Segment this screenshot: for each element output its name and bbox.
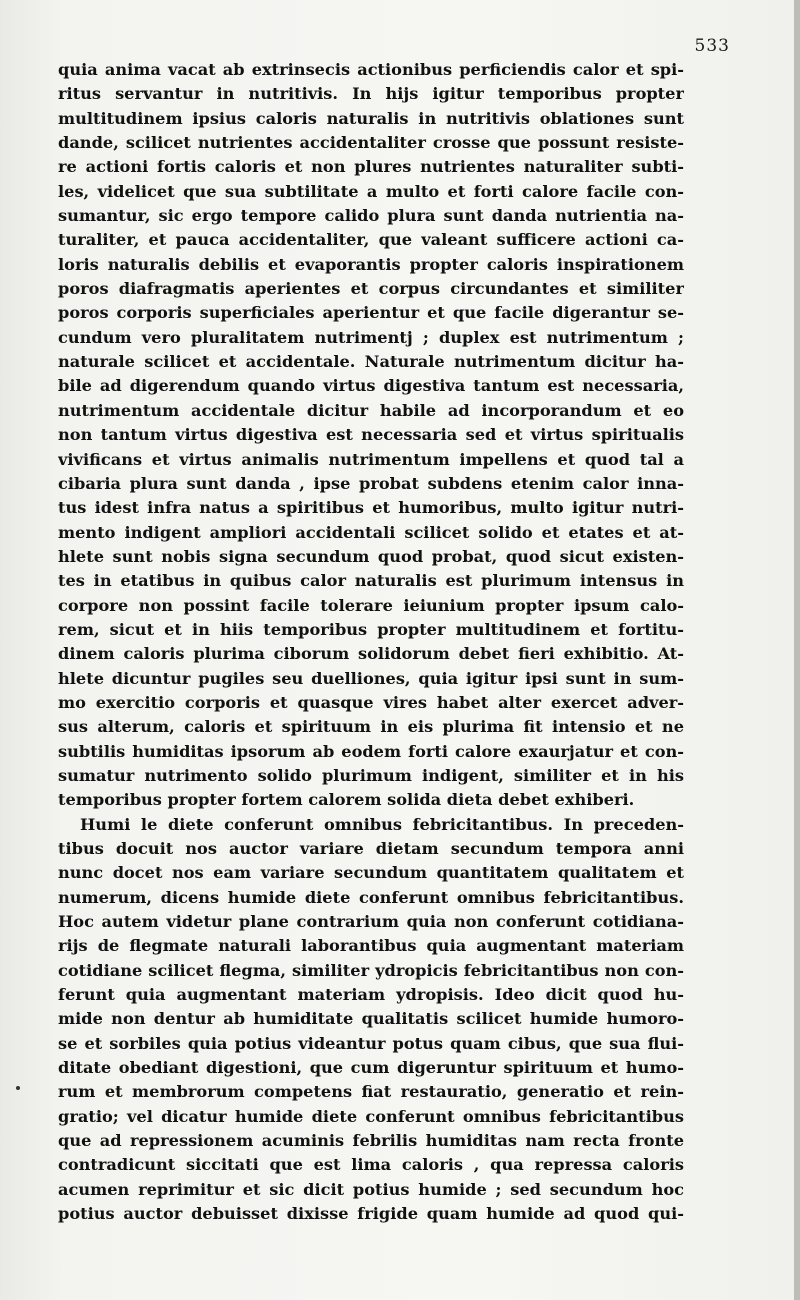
text-line: turaliter, et pauca accidentaliter, que valeant sufficere actioni ca- — [58, 230, 684, 250]
text-line: re actioni fortis caloris et non plures nutrientes naturaliter subti- — [58, 157, 684, 177]
text-line: acumen reprimitur et sic dicit potius humide ; sed secundum hoc — [58, 1179, 684, 1199]
text-line: les, videlicet que sua subtilitate a multo et forti calore facile con- — [58, 181, 684, 201]
text-line: sumatur nutrimento solido plurimum indigent, similiter et in his — [58, 765, 684, 785]
text-line: ditate obediant digestioni, que cum digeruntur spirituum et humo- — [58, 1058, 684, 1078]
text-line: ritus servantur in nutritivis. In hijs igitur temporibus propter — [58, 84, 684, 104]
text-line: gratio; vel dicatur humide diete conferunt omnibus febricitantibus — [58, 1106, 684, 1126]
text-line: tibus docuit nos auctor variare dietam secundum tempora anni — [58, 839, 684, 858]
text-line: potius auctor debuisset dixisse frigide quam humide ad quod qui- — [58, 1204, 684, 1224]
text-line: mo exercitio corporis et quasque vires habet alter exercet adver- — [58, 692, 684, 712]
page-edge — [794, 0, 800, 1300]
text-line: Humi le diete conferunt omnibus febricitantibus. In preceden- — [80, 814, 684, 834]
text-line: cibaria plura sunt danda , ipse probat subdens etenim calor inna- — [58, 473, 684, 493]
page-number: 533 — [694, 36, 730, 56]
text-line: dande, scilicet nutrientes accidentaliter crosse que possunt resiste- — [58, 133, 684, 153]
text-line: poros diafragmatis aperientes et corpus circundantes et similiter — [58, 279, 684, 299]
text-line: ferunt quia augmentant materiam ydropisis. Ideo dicit quod hu- — [58, 985, 684, 1005]
text-line: rijs de flegmate naturali laborantibus quia augmentant materiam — [58, 936, 684, 956]
text-line: sumantur, sic ergo tempore calido plura sunt danda nutrientia na- — [58, 206, 684, 226]
text-line: tus idest infra natus a spiritibus et humoribus, multo igitur nutri- — [58, 498, 684, 518]
ink-speck — [16, 1086, 20, 1090]
text-line: sus alterum, caloris et spirituum in eis plurima fit intensio et ne — [58, 717, 684, 737]
text-line: vivificans et virtus animalis nutrimentum impellens et quod tal a — [58, 449, 684, 469]
body-text — [58, 58, 684, 1227]
text-line: hlete dicuntur pugiles seu duelliones, quia igitur ipsi sunt in sum- — [58, 668, 684, 688]
text-line: Hoc autem videtur plane contrarium quia non conferunt cotidiana- — [58, 912, 684, 932]
text-line: quia anima vacat ab extrinsecis actionibus perficiendis calor et spi- — [58, 60, 684, 79]
text-line: dinem caloris plurima ciborum solidorum debet fieri exhibitio. At- — [58, 644, 684, 664]
text-line: multitudinem ipsius caloris naturalis in nutritivis oblationes sunt — [58, 108, 684, 128]
text-line: cundum vero pluralitatem nutrimentj ; duplex est nutrimentum ; — [58, 327, 684, 347]
text-line: rem, sicut et in hiis temporibus propter multitudinem et fortitu- — [58, 619, 684, 639]
text-line: numerum, dicens humide diete conferunt omnibus febricitantibus. — [58, 887, 684, 907]
text-line: hlete sunt nobis signa secundum quod probat, quod sicut existen- — [58, 546, 684, 566]
text-line: rum et membrorum competens fiat restauratio, generatio et rein- — [58, 1082, 684, 1102]
text-line: que ad repressionem acuminis febrilis humiditas nam recta fronte — [58, 1131, 684, 1151]
text-line: mento indigent ampliori accidentali scilicet solido et etates et at- — [58, 522, 684, 542]
text-line: loris naturalis debilis et evaporantis propter caloris inspirationem — [58, 254, 684, 274]
text-line: subtilis humiditas ipsorum ab eodem forti calore exaurjatur et con- — [58, 741, 684, 761]
text-line: tes in etatibus in quibus calor naturalis est plurimum intensus in — [58, 571, 684, 591]
text-line: nunc docet nos eam variare secundum quantitatem qualitatem et — [58, 863, 684, 883]
text-line: bile ad digerendum quando virtus digestiva tantum est necessaria, — [58, 376, 684, 396]
text-line: poros corporis superficiales aperientur et que facile digerantur se- — [58, 303, 684, 323]
text-line: mide non dentur ab humiditate qualitatis scilicet humide humoro- — [58, 1009, 684, 1029]
text-line: non tantum virtus digestiva est necessaria sed et virtus spiritualis — [58, 425, 684, 445]
text-line: se et sorbiles quia potius videantur potus quam cibus, que sua flui- — [58, 1033, 684, 1053]
text-line: corpore non possint facile tolerare ieiunium propter ipsum calo- — [58, 595, 684, 615]
text-line: cotidiane scilicet flegma, similiter ydropicis febricitantibus non con- — [58, 960, 684, 980]
text-line: contradicunt siccitati que est lima caloris , qua repressa caloris — [58, 1155, 684, 1175]
text-line: naturale scilicet et accidentale. Naturale nutrimentum dicitur ha- — [58, 352, 684, 372]
text-line: nutrimentum accidentale dicitur habile ad incorporandum et eo — [58, 400, 684, 420]
text-line: temporibus propter fortem calorem solida dieta debet exhiberi. — [58, 790, 635, 810]
